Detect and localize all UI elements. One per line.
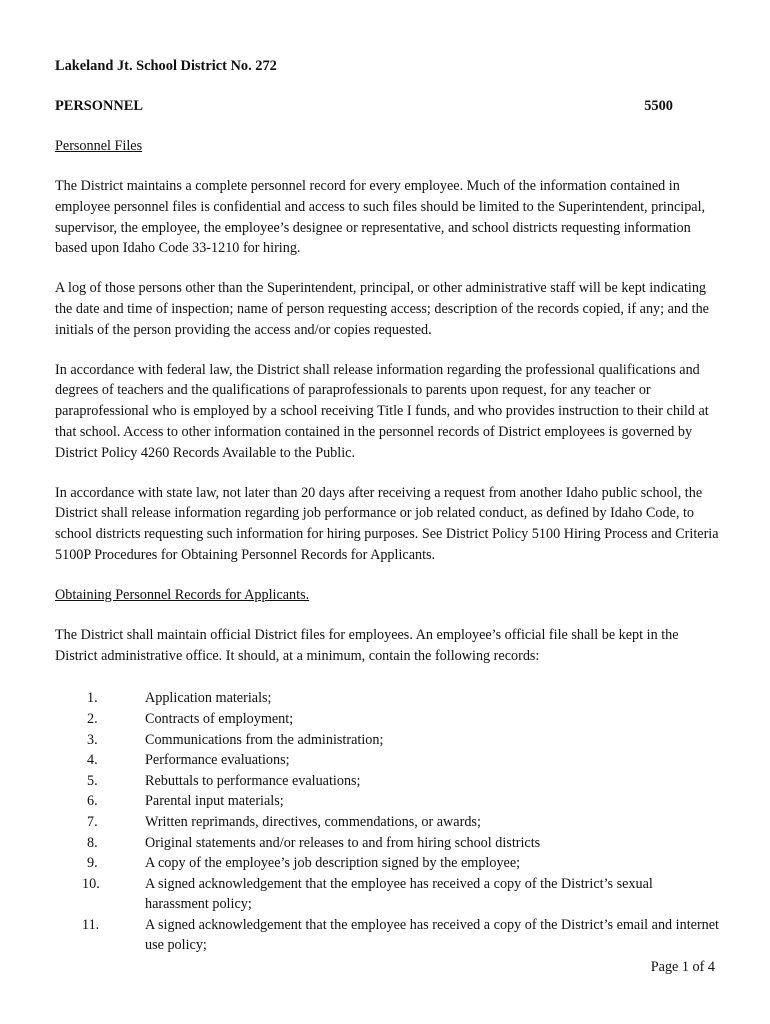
section-title: PERSONNEL: [55, 98, 143, 114]
paragraph-confidentiality: The District maintains a complete personnel record for every employee. Much of the information contained in employee personnel files is confidential and access to such files should be limited to the Superintendent, principal, supervisor, the employee, the employee’s designee or representative, and school districts requesting information based upon Idaho Code 33-1210 for hiring.: [55, 178, 706, 257]
district-name: Lakeland Jt. School District No. 272: [55, 58, 277, 74]
list-item: [55, 750, 720, 771]
paragraph-official-file: The District shall maintain official District files for employees. An employee’s official file shall be kept in the District administrative office. It should, at a minimum, contain the following records:: [55, 626, 679, 664]
list-item-text: Communications from the administration;: [145, 731, 384, 748]
list-item-number: 1.: [87, 690, 98, 707]
obtaining-records-heading: Obtaining Personnel Records for Applicants.: [55, 586, 310, 603]
list-item-number: 3.: [87, 731, 98, 748]
list-item: [55, 874, 720, 915]
list-item-number: 9.: [87, 855, 98, 872]
list-item-number: 6.: [87, 793, 98, 810]
list-item-number: 2.: [87, 710, 98, 727]
list-item-text: Contracts of employment;: [145, 710, 294, 727]
list-item: [55, 853, 720, 874]
personnel-files-heading: Personnel Files: [55, 138, 143, 154]
list-item-text: Original statements and/or releases to and from hiring school districts: [145, 834, 541, 851]
list-item: [55, 709, 720, 730]
list-item-number: 10.: [82, 875, 100, 892]
list-item-text: A copy of the employee’s job description signed by the employee;: [145, 855, 521, 872]
list-item: [55, 791, 720, 812]
list-item-number: 11.: [82, 916, 100, 933]
list-item: [55, 833, 720, 854]
document-page: [55, 56, 720, 956]
list-item-number: 8.: [87, 834, 98, 851]
records-list: [55, 688, 720, 956]
list-item-number: 7.: [87, 813, 98, 830]
list-item: [55, 688, 720, 709]
policy-code: 5500: [644, 98, 673, 114]
list-item-text: Rebuttals to performance evaluations;: [145, 772, 361, 789]
list-item-text: Written reprimands, directives, commendations, or awards;: [145, 813, 481, 830]
list-item-text: Performance evaluations;: [145, 752, 290, 769]
list-item-number: 4.: [87, 752, 98, 769]
paragraph-state-law: In accordance with state law, not later than 20 days after receiving a request from another Idaho public school, the District shall release information regarding job performance or job related conduct, as defined by Idaho Code, to school districts requesting such information for hiring purposes. See District Policy 5100 Hiring Process and Criteria 5100P Procedures for Obtaining Personnel Records for Applicants.: [55, 484, 719, 563]
list-item: [55, 915, 720, 956]
list-item-text: Application materials;: [145, 690, 272, 707]
paragraph-access-log: A log of those persons other than the Superintendent, principal, or other administrative staff will be kept indicating the date and time of inspection; name of person requesting access; description of the records copied, if any; and the initials of the person providing the access and/or copies requested.: [55, 280, 709, 338]
list-item: [55, 730, 720, 751]
list-item-number: 5.: [87, 772, 98, 789]
list-item-text: A signed acknowledgement that the employee has received a copy of the District’s email and internet use policy;: [145, 916, 720, 954]
page-number: Page 1 of 4: [650, 959, 715, 975]
policy-header: [55, 96, 720, 116]
paragraph-federal-law: In accordance with federal law, the District shall release information regarding the professional qualifications and degrees of teachers and the qualifications of paraprofessionals to parents upon request, for any teacher or paraprofessional who is employed by a school receiving Title I funds, and who provides instruction to their child at that school. Access to other information contained in the personnel records of District employees is governed by District Policy 4260 Records Available to the Public.: [55, 361, 709, 461]
list-item-text: A signed acknowledgement that the employee has received a copy of the District’s sexual harassment policy;: [145, 875, 653, 913]
list-item: [55, 812, 720, 833]
list-item-text: Parental input materials;: [145, 793, 284, 810]
list-item: [55, 771, 720, 792]
